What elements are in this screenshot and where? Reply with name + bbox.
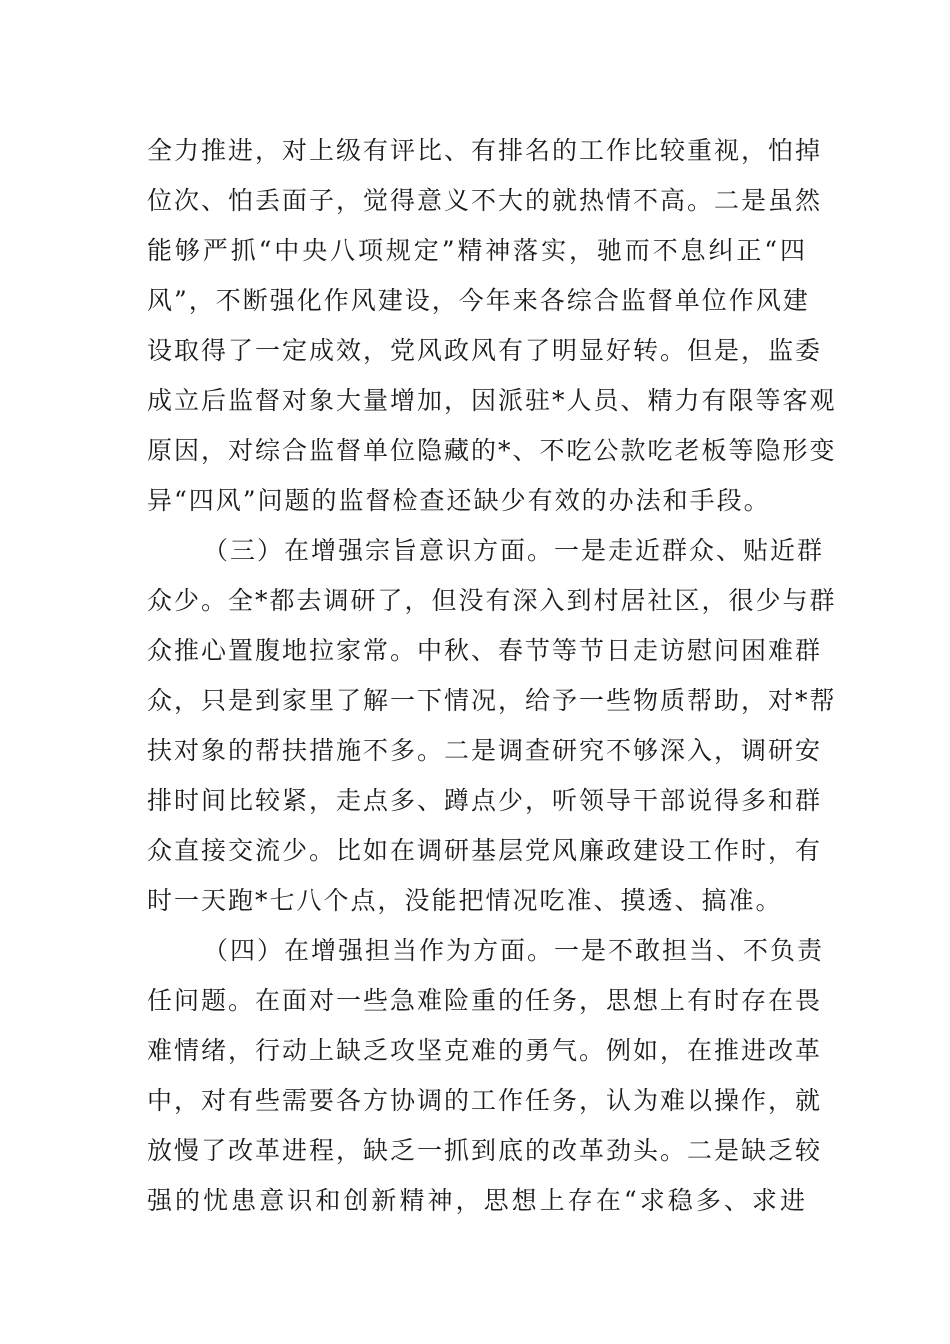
paragraph-line: （三）在增强宗旨意识方面。一是走近群众、贴近群 xyxy=(203,536,825,565)
paragraph-line: 设取得了一定成效，党风政风有了明显好转。但是，监委 xyxy=(147,336,823,365)
paragraph-line: 异“四风”问题的监督检查还缺少有效的办法和手段。 xyxy=(147,486,771,515)
paragraph-line: 众推心置腹地拉家常。中秋、春节等节日走访慰问困难群 xyxy=(147,636,823,665)
paragraph-line: 位次、怕丢面子，觉得意义不大的就热情不高。二是虽然 xyxy=(147,186,823,215)
paragraph-2 xyxy=(147,526,837,926)
paragraph-line: 中，对有些需要各方协调的工作任务，认为难以操作，就 xyxy=(147,1086,823,1115)
paragraph-line: 众直接交流少。比如在调研基层党风廉政建设工作时，有 xyxy=(147,836,823,865)
paragraph-line: 全力推进，对上级有评比、有排名的工作比较重视，怕掉 xyxy=(147,136,823,165)
paragraph-line: 强的忧患意识和创新精神，思想上存在“求稳多、求进 xyxy=(147,1186,807,1215)
paragraph-3 xyxy=(147,926,825,1226)
paragraph-line: 时一天跑*七八个点，没能把情况吃准、摸透、搞准。 xyxy=(147,886,783,915)
paragraph-line: 排时间比较紧，走点多、蹲点少，听领导干部说得多和群 xyxy=(147,786,823,815)
paragraph-line: 难情绪，行动上缺乏攻坚克难的勇气。例如，在推进改革 xyxy=(147,1036,823,1065)
paragraph-line: 成立后监督对象大量增加，因派驻*人员、精力有限等客观 xyxy=(147,386,837,415)
paragraph-line: 扶对象的帮扶措施不多。二是调查研究不够深入，调研安 xyxy=(147,736,823,765)
paragraph-line: 任问题。在面对一些急难险重的任务，思想上有时存在畏 xyxy=(147,986,823,1015)
paragraph-line: 原因，对综合监督单位隐藏的*、不吃公款吃老板等隐形变 xyxy=(147,436,837,465)
paragraph-line: 放慢了改革进程，缺乏一抓到底的改革劲头。二是缺乏较 xyxy=(147,1136,823,1165)
paragraph-line: 众，只是到家里了解一下情况，给予一些物质帮助，对*帮 xyxy=(147,686,837,715)
paragraph-line: （四）在增强担当作为方面。一是不敢担当、不负责 xyxy=(203,936,825,965)
paragraph-line: 能够严抓“中央八项规定”精神落实，驰而不息纠正“四 xyxy=(147,236,807,265)
paragraph-line: 风”，不断强化作风建设，今年来各综合监督单位作风建 xyxy=(147,286,810,315)
document-body xyxy=(147,126,837,1226)
paragraph-1 xyxy=(147,126,837,526)
paragraph-line: 众少。全*都去调研了，但没有深入到村居社区，很少与群 xyxy=(147,586,837,615)
